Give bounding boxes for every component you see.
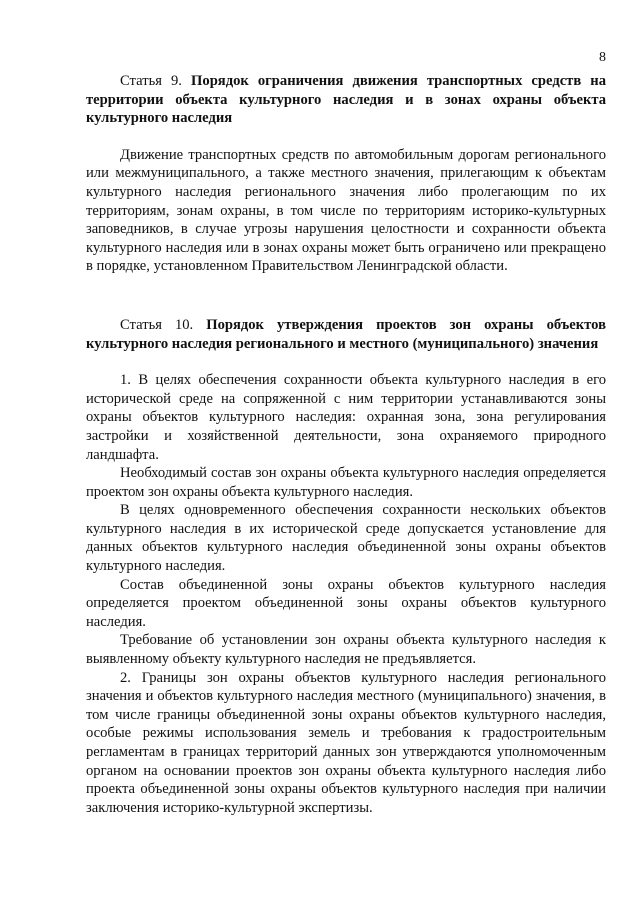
article-10-number: Статья 10. (120, 316, 194, 333)
article-10-paragraph-2: Необходимый состав зон охраны объекта культурного наследия определяется проектом зон охраны объекта культурного наследия. (86, 465, 606, 500)
article-10-paragraph-5: Требование об установлении зон охраны объекта культурного наследия к выявленному объекту культурного наследия не предъявляется. (86, 632, 606, 668)
article-9-paragraph-1: Движение транспортных средств по автомобильным дорогам регионального или межмуниципального, а также местного значения, прилегающим к объектам культурного наследия регионального значения либо пролегающим по их территориям, зонам охраны, в том числе по территориям историко-культурных заповедников, в случае угрозы нарушения целостности и сохранности объекта культурного наследия или в зонах охраны может быть ограничено или прекращено в порядке, установленном Правительством Ленинградской области. (86, 146, 606, 275)
article-10-paragraph-1: 1. В целях обеспечения сохранности объекта культурного наследия в его исторической среде на сопряженной с ним территории устанавливаются зоны охраны объектов культурного наследия: охранная зона, зона регулирования застройки и хозяйственной деятельности, зона охраняемого природного ландшафта. (86, 372, 606, 463)
document-body (86, 72, 606, 817)
article-9-title: Порядок ограничения движения транспортных средств на территории объекта культурного наследия и в зонах охраны объекта культурного наследия (86, 73, 606, 127)
article-10-title: Порядок утверждения проектов зон охраны объектов культурного наследия регионального и местного (муниципального) значения (86, 316, 606, 352)
article-10-paragraph-4: Состав объединенной зоны охраны объектов культурного наследия определяется проектом объединенной зоны охраны объектов культурного наследия. (86, 576, 606, 630)
article-9-number: Статья 9. (120, 73, 182, 89)
page-number: 8 (599, 50, 606, 65)
article-9-heading (86, 72, 606, 128)
article-10-heading (86, 316, 606, 353)
article-10-paragraph-3: В целях одновременного обеспечения сохранности нескольких объектов культурного наследия в их исторической среде допускается установление для данных объектов культурного наследия объединенной зоны охраны объектов культурного наследия. (86, 502, 606, 575)
article-10-paragraph-6: 2. Границы зон охраны объектов культурного наследия регионального значения и объектов культурного наследия местного (муниципального) значения, в том числе границы объединенной зоны охраны объектов культурного наследия, особые режимы использования земель и требования к градостроительным регламентам в границах территорий данных зон утверждаются уполномоченным органом на основании проектов зон охраны объекта культурного наследия либо проекта объединенной зоны охраны объектов культурного наследия при наличии заключения историко-культурной экспертизы. (86, 669, 606, 816)
